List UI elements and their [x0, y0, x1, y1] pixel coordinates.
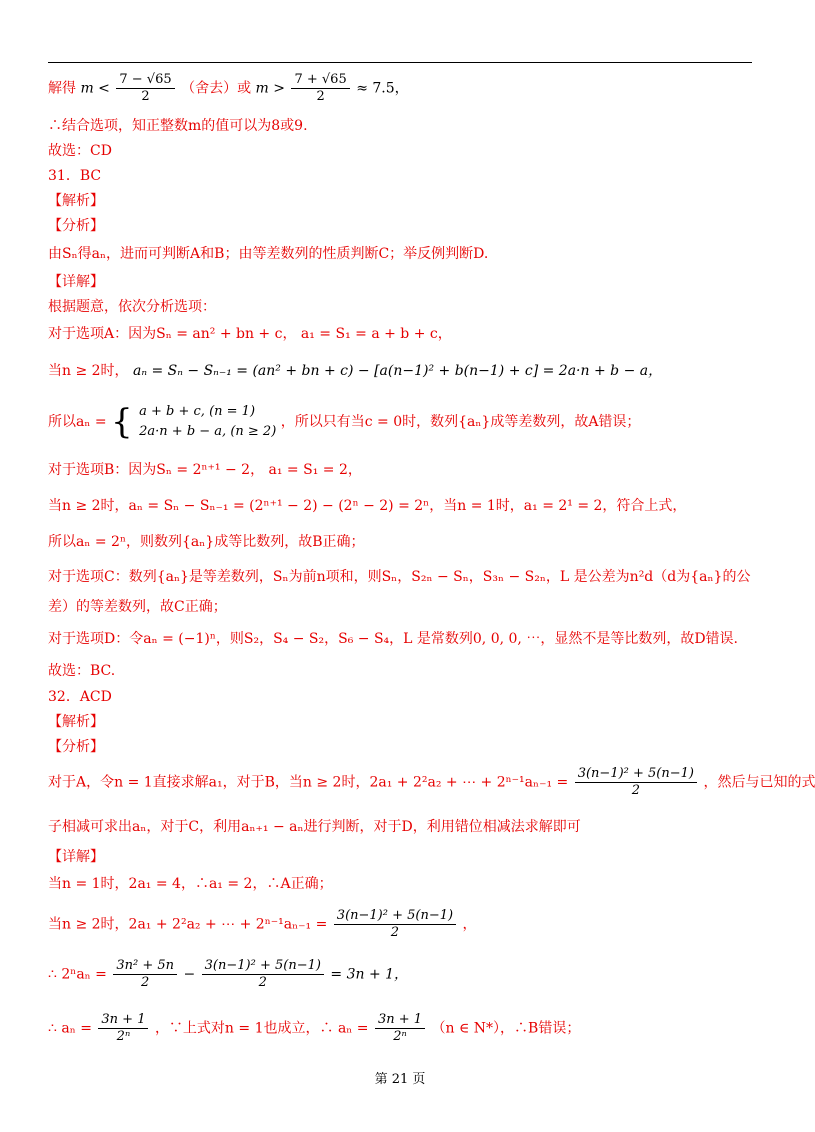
line-18: 对于选项D：令aₙ = (−1)ⁿ，则S₂，S₄ − S₂，S₆ − S₄，L 是常数列0, 0, 0, ⋯，显然不是等比数列，故D错误.	[48, 631, 738, 647]
denominator: 2	[258, 975, 267, 990]
denominator: 2	[316, 89, 325, 104]
line-26: 当n = 1时，2a₁ = 4，∴a₁ = 2，∴A正确；	[48, 876, 333, 892]
case-2: 2a·n + b − a, (n ≥ 2)	[139, 424, 277, 439]
fraction	[291, 72, 349, 105]
line-9: 根据题意，依次分析选项：	[48, 299, 216, 315]
text: ，然后与已知的式	[703, 774, 815, 791]
line-4: 31．BC	[48, 168, 102, 184]
text: ∴ aₙ =	[48, 1020, 92, 1037]
numerator: 7 + √65	[291, 72, 349, 89]
line-11	[48, 362, 662, 380]
line-3: 故选：CD	[48, 143, 112, 159]
line-19: 故选：BC.	[48, 663, 116, 679]
numerator: 3(n−1)² + 5(n−1)	[575, 766, 697, 783]
text: ≈ 7.5，	[356, 80, 409, 97]
line-23	[48, 766, 815, 799]
line-20: 32．ACD	[48, 689, 112, 705]
text: ∴ 2ⁿaₙ =	[48, 966, 107, 983]
section-label: 【详解】	[48, 849, 104, 865]
line-28	[48, 958, 408, 991]
fraction	[334, 908, 456, 941]
fraction	[575, 766, 697, 799]
line-13: 对于选项B：因为Sₙ = 2ⁿ⁺¹ − 2， a₁ = S₁ = 2，	[48, 462, 362, 478]
minus-sign: −	[183, 966, 196, 983]
page-number: 第 21 页	[374, 1072, 426, 1087]
math: m <	[80, 80, 110, 97]
fraction	[113, 958, 177, 991]
numerator: 3n² + 5n	[113, 958, 177, 975]
line-17: 差）的等差数列，故C正确；	[48, 599, 227, 615]
text: 当n ≥ 2时，2a₁ + 2²a₂ + ⋯ + 2ⁿ⁻¹aₙ₋₁ =	[48, 916, 328, 933]
line-29	[48, 1012, 580, 1045]
numerator: 3n + 1	[98, 1012, 148, 1029]
denominator: 2ⁿ	[116, 1029, 131, 1044]
line-2: ∴结合选项，知正整数m的值可以为8或9.	[48, 118, 308, 134]
denominator: 2ⁿ	[393, 1029, 407, 1044]
text: 对于A，令n = 1直接求解a₁，对于B，当n ≥ 2时，2a₁ + 2²a₂ + ⋯ + 2ⁿ⁻¹aₙ₋₁ =	[48, 774, 569, 791]
section-label: 【解析】	[48, 193, 104, 209]
header-rule	[48, 62, 752, 63]
numerator: 3(n−1)² + 5(n−1)	[334, 908, 456, 925]
numerator: 3n + 1	[375, 1012, 425, 1029]
fraction	[98, 1012, 148, 1045]
fraction	[202, 958, 324, 991]
denominator: 2	[631, 783, 640, 798]
left-brace: {	[111, 402, 133, 442]
text: （舍去）或	[181, 80, 252, 97]
line-12	[48, 402, 640, 442]
fraction	[375, 1012, 425, 1045]
section-label: 【详解】	[48, 274, 104, 290]
numerator: 3(n−1)² + 5(n−1)	[202, 958, 324, 975]
text: 解得	[48, 80, 76, 97]
line-27	[48, 908, 477, 941]
section-label: 【分析】	[48, 218, 104, 234]
text: ，	[462, 916, 477, 933]
fraction	[116, 72, 174, 105]
case-1: a + b + c, (n = 1)	[139, 404, 256, 419]
denominator: 2	[141, 975, 150, 990]
text: （n ∈ N*），∴B错误；	[431, 1020, 581, 1037]
line-14: 当n ≥ 2时，aₙ = Sₙ − Sₙ₋₁ = (2ⁿ⁺¹ − 2) − (2ⁿ − 2) = 2ⁿ，当n = 1时，a₁ = 2¹ = 2，符合上式，	[48, 498, 687, 514]
line-24: 子相减可求出aₙ，对于C，利用aₙ₊₁ − aₙ进行判断，对于D，利用错位相减法求解即可	[48, 819, 581, 835]
math: = 3n + 1，	[330, 966, 409, 983]
line-10: 对于选项A：因为Sₙ = an² + bn + c， a₁ = S₁ = a + b + c，	[48, 326, 452, 342]
text: ，所以只有当c = 0时，数列{aₙ}成等差数列，故A错误；	[280, 414, 641, 430]
section-label: 【解析】	[48, 714, 104, 730]
math: m >	[255, 80, 286, 97]
text: ，∵上式对n = 1也成立，∴ aₙ =	[154, 1020, 369, 1037]
line-16: 对于选项C：数列{aₙ}是等差数列，Sₙ为前n项和，则Sₙ，S₂ₙ − Sₙ，S₃ₙ − S₂ₙ，L 是公差为n²d（d为{aₙ}的公	[48, 569, 751, 585]
line-15: 所以aₙ = 2ⁿ，则数列{aₙ}成等比数列，故B正确；	[48, 534, 365, 550]
denominator: 2	[141, 89, 150, 104]
numerator: 7 − √65	[116, 72, 174, 89]
line-1	[48, 72, 409, 105]
piecewise-cases	[139, 402, 276, 442]
denominator: 2	[390, 925, 400, 940]
math: aₙ = Sₙ − Sₙ₋₁ = (an² + bn + c) − [a(n−1)² + b(n−1) + c] = 2a·n + b − a，	[133, 363, 663, 379]
section-label: 【分析】	[48, 739, 104, 755]
text: 所以aₙ =	[48, 414, 107, 430]
text: 当n ≥ 2时，	[48, 363, 129, 379]
line-7: 由Sₙ得aₙ，进而可判断A和B；由等差数列的性质判断C；举反例判断D.	[48, 246, 489, 262]
